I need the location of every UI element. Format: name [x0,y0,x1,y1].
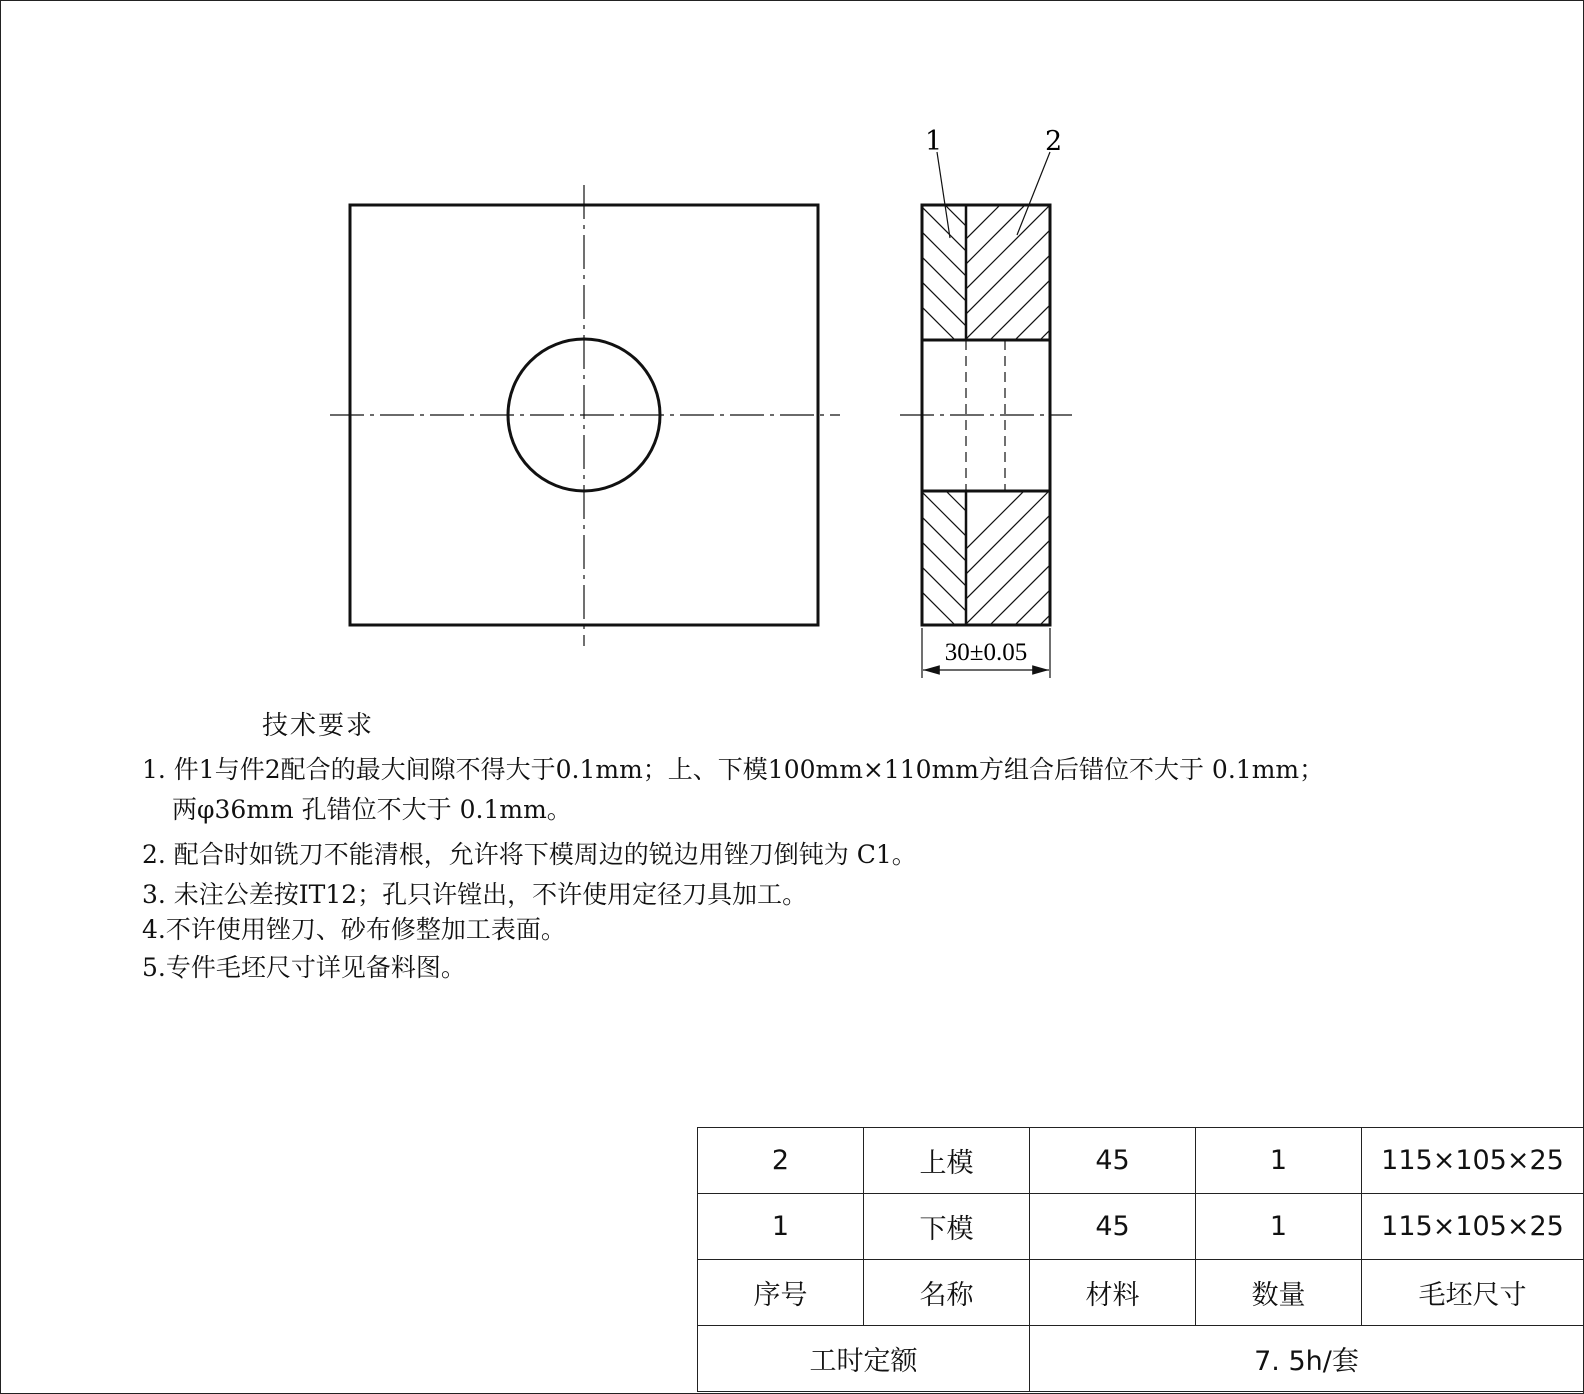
column-header: 序号 [698,1260,864,1326]
table-cell: 1 [1196,1128,1362,1194]
requirement-item-1: 1. 件1与件2配合的最大间隙不得大于0.1mm；上、下模100mm×110mm方组合后错位不大于 0.1mm； [142,755,1325,784]
leader-line-1 [937,152,950,238]
table-cell: 115×105×25 [1362,1128,1584,1194]
table-cell: 45 [1030,1128,1196,1194]
side-view-section [900,105,1100,815]
column-header: 名称 [864,1260,1030,1326]
table-cell: 1 [1196,1194,1362,1260]
leader-label-1: 1 [925,126,943,157]
thickness-dimension [922,628,1050,678]
table-cell: 2 [698,1128,864,1194]
table-cell: 45 [1030,1194,1196,1260]
parts-list-table [697,1127,1584,1392]
dimension-text: 30±0.05 [944,639,1028,666]
leader-line-2 [1017,152,1050,235]
requirement-item-3: 3. 未注公差按IT12；孔只许镗出，不许使用定径刀具加工。 [142,880,808,909]
labor-hours-label: 工时定额 [698,1326,1030,1392]
table-cell: 1 [698,1194,864,1260]
table-cell: 下模 [864,1194,1030,1260]
column-header: 数量 [1196,1260,1362,1326]
requirement-item-2: 2. 配合时如铣刀不能清根，允许将下模周边的锐边用锉刀倒钝为 C1。 [142,840,917,869]
table-header-row [698,1260,1584,1326]
table-cell: 上模 [864,1128,1030,1194]
column-header: 毛坯尺寸 [1362,1260,1584,1326]
table-footer-row [698,1326,1584,1392]
requirement-item-4: 4.不许使用锉刀、砂布修整加工表面。 [142,915,566,944]
table-row [698,1194,1584,1260]
requirements-title: 技术要求 [262,711,375,741]
table-row [698,1128,1584,1194]
column-header: 材料 [1030,1260,1196,1326]
labor-hours-value: 7. 5h/套 [1030,1326,1584,1392]
leader-label-2: 2 [1045,126,1063,157]
table-cell: 115×105×25 [1362,1194,1584,1260]
requirement-item-5: 5.专件毛坯尺寸详见备料图。 [142,953,466,982]
requirement-item-1-continued: 两φ36mm 孔错位不大于 0.1mm。 [172,795,572,824]
